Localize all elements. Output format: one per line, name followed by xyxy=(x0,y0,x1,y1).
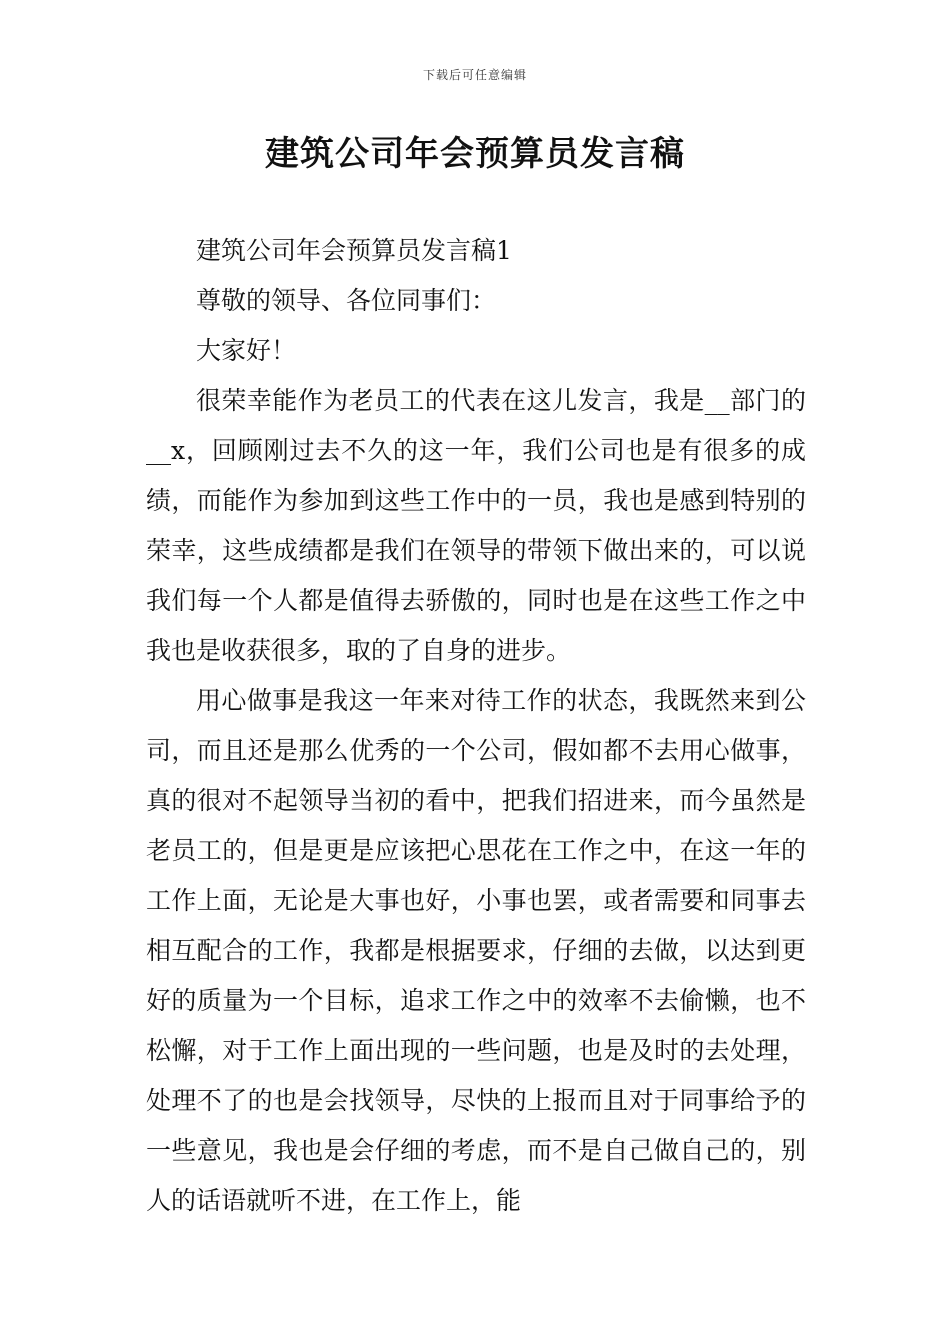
paragraph-salutation: 尊敬的领导、各位同事们： xyxy=(196,286,497,315)
paragraph-body-1: 很荣幸能作为老员工的代表在这儿发言，我是__部门的__x，回顾刚过去不久的这一年，我们公司也是有很多的成绩，而能作为参加到这些工作中的一员，我也是感到特别的荣幸，这些成绩都是我们在领导的带领下做出来的，可以说我们每一个人都是值得去骄傲的，同时也是在这些工作之中我也是收获很多，取的了自身的进步。 xyxy=(146,386,806,665)
paragraph-greeting: 大家好！ xyxy=(196,336,297,365)
paragraph-subtitle: 建筑公司年会预算员发言稿1 xyxy=(196,236,512,265)
paragraph-body-2: 用心做事是我这一年来对待工作的状态，我既然来到公司，而且还是那么优秀的一个公司，假如都不去用心做事，真的很对不起领导当初的看中，把我们招进来，而今虽然是老员工的，但是更是应该把心思花在工作之中，在这一年的工作上面，无论是大事也好，小事也罢，或者需要和同事去相互配合的工作，我都是根据要求，仔细的去做，以达到更好的质量为一个目标，追求工作之中的效率不去偷懒，也不松懈，对于工作上面出现的一些问题，也是及时的去处理，处理不了的也是会找领导，尽快的上报而且对于同事给予的一些意见，我也是会仔细的考虑，而不是自己做自己的，别人的话语就听不进，在工作上，能 xyxy=(146,686,806,1215)
document-title: 建筑公司年会预算员发言稿 xyxy=(265,134,685,174)
header-note: 下载后可任意编辑 xyxy=(422,68,527,82)
document-body xyxy=(146,226,806,1226)
